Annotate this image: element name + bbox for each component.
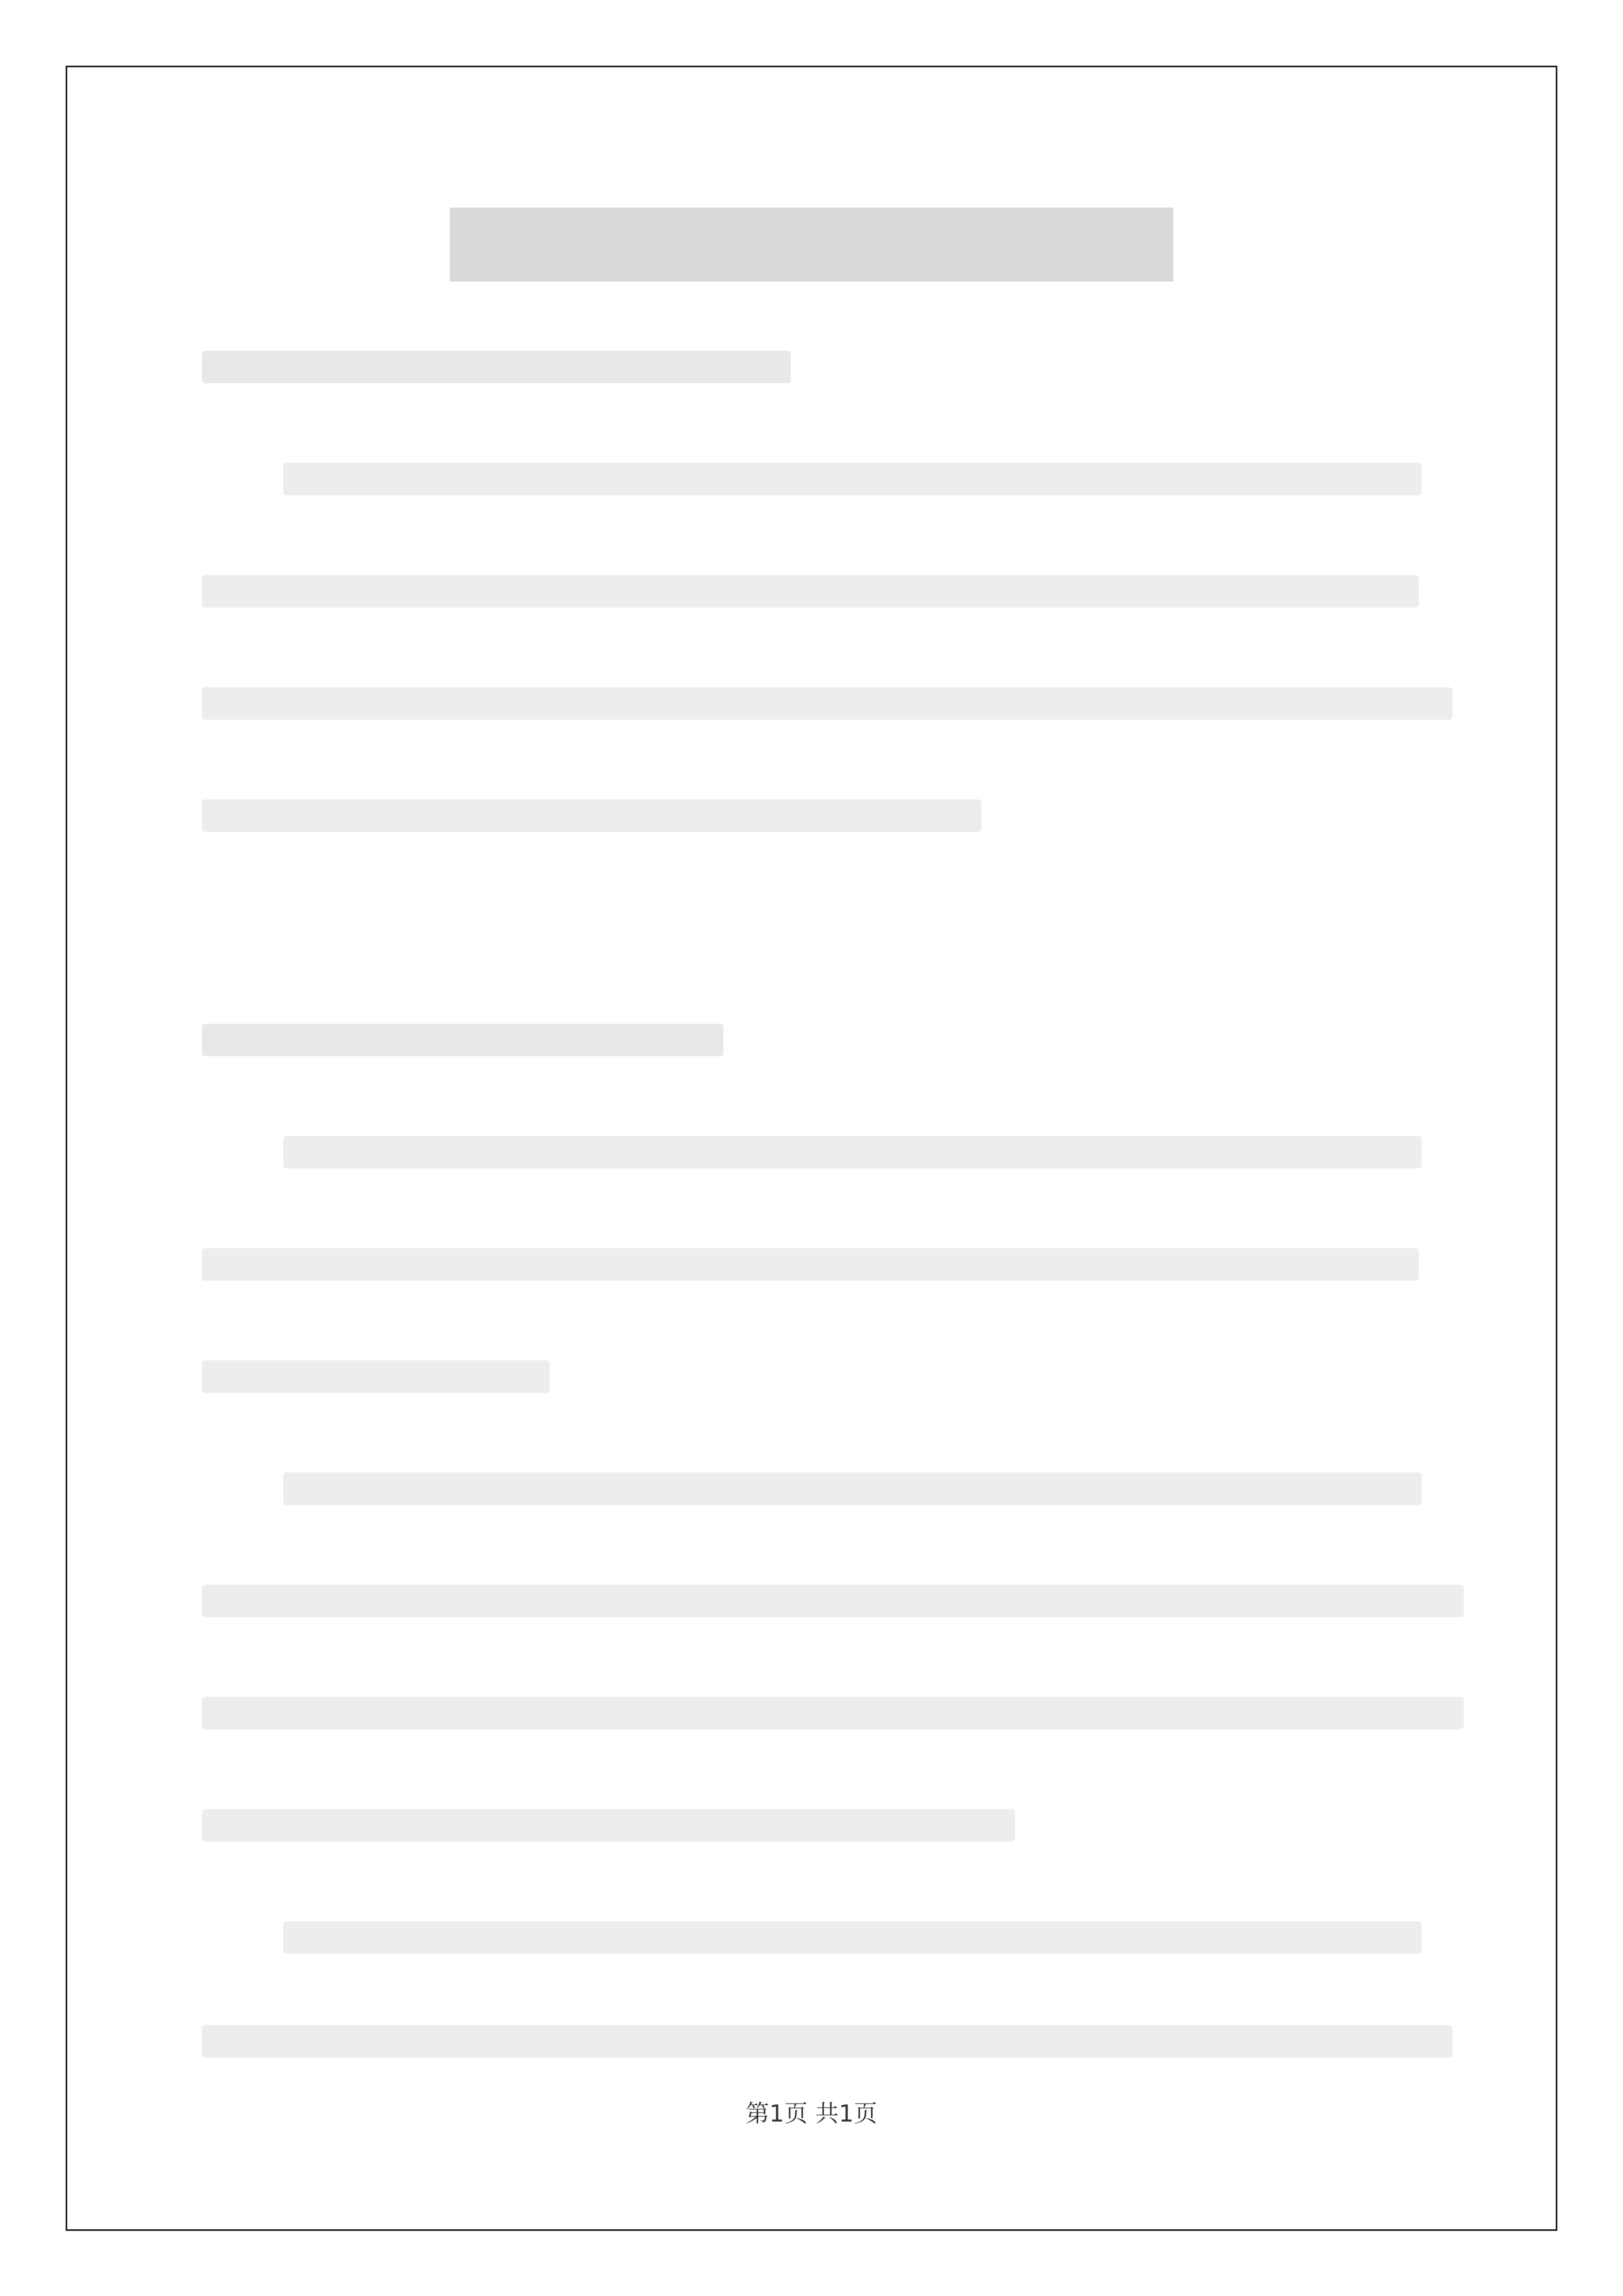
document-title xyxy=(450,208,1173,282)
section-heading xyxy=(202,1024,723,1056)
page-footer: 第1页 共1页 xyxy=(745,2100,878,2127)
document-subtitle xyxy=(202,351,791,383)
